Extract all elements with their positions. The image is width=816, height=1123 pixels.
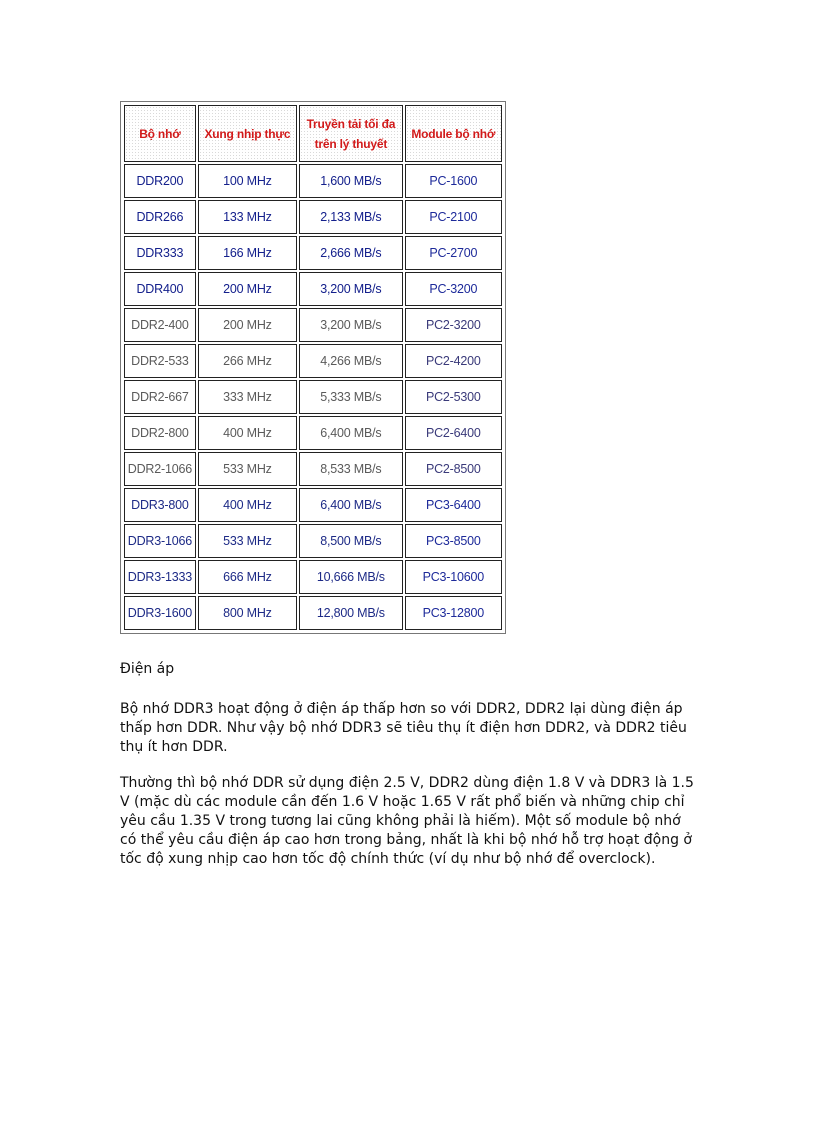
- cell-bandwidth: 6,400 MB/s: [299, 488, 403, 522]
- cell-module: PC-2100: [405, 200, 502, 234]
- table-row: [124, 164, 502, 198]
- memory-spec-table-frame: [120, 101, 506, 634]
- cell-bandwidth: 2,133 MB/s: [299, 200, 403, 234]
- table-row: [124, 344, 502, 378]
- table-row: [124, 452, 502, 486]
- cell-clock: 266 MHz: [198, 344, 297, 378]
- paragraph-2: Thường thì bộ nhớ DDR sử dụng điện 2.5 V, DDR2 dùng điện 1.8 V và DDR3 là 1.5 V (mặc dù các module cần đến 1.6 V hoặc 1.65 V rất phổ biến và những chip chỉ yêu cầu 1.35 V trong tương lai cũng không phải là hiếm). Một số module bộ nhớ có thể yêu cầu điện áp cao hơn trong bảng, nhất là khi bộ nhớ hỗ trợ hoạt động ở tốc độ xung nhịp cao hơn tốc độ chính thức (ví dụ như bộ nhớ để overclock).: [120, 775, 694, 867]
- header-module: Module bộ nhớ: [405, 105, 502, 162]
- cell-bandwidth: 3,200 MB/s: [299, 272, 403, 306]
- cell-clock: 400 MHz: [198, 488, 297, 522]
- cell-module: PC3-12800: [405, 596, 502, 630]
- cell-bandwidth: 6,400 MB/s: [299, 416, 403, 450]
- cell-module: PC2-3200: [405, 308, 502, 342]
- table-row: [124, 416, 502, 450]
- table-row: [124, 200, 502, 234]
- table-row: [124, 308, 502, 342]
- cell-memory: DDR200: [124, 164, 196, 198]
- cell-memory: DDR400: [124, 272, 196, 306]
- cell-clock: 133 MHz: [198, 200, 297, 234]
- cell-bandwidth: 4,266 MB/s: [299, 344, 403, 378]
- cell-memory: DDR2-400: [124, 308, 196, 342]
- paragraph-1: Bộ nhớ DDR3 hoạt động ở điện áp thấp hơn so với DDR2, DDR2 lại dùng điện áp thấp hơn DDR. Như vậy bộ nhớ DDR3 sẽ tiêu thụ ít điện hơn DDR2, và DDR2 tiêu thụ ít hơn DDR.: [120, 701, 687, 755]
- cell-memory: DDR333: [124, 236, 196, 270]
- cell-clock: 166 MHz: [198, 236, 297, 270]
- table-header-row: [124, 105, 502, 162]
- cell-clock: 666 MHz: [198, 560, 297, 594]
- table-row: [124, 272, 502, 306]
- cell-module: PC2-4200: [405, 344, 502, 378]
- cell-module: PC3-6400: [405, 488, 502, 522]
- header-clock: Xung nhịp thực: [198, 105, 297, 162]
- cell-module: PC-1600: [405, 164, 502, 198]
- cell-memory: DDR3-1600: [124, 596, 196, 630]
- cell-clock: 100 MHz: [198, 164, 297, 198]
- cell-clock: 200 MHz: [198, 272, 297, 306]
- table-row: [124, 488, 502, 522]
- cell-bandwidth: 3,200 MB/s: [299, 308, 403, 342]
- header-memory: Bộ nhớ: [124, 105, 196, 162]
- cell-bandwidth: 1,600 MB/s: [299, 164, 403, 198]
- cell-memory: DDR3-800: [124, 488, 196, 522]
- cell-module: PC2-6400: [405, 416, 502, 450]
- cell-bandwidth: 12,800 MB/s: [299, 596, 403, 630]
- cell-bandwidth: 10,666 MB/s: [299, 560, 403, 594]
- cell-clock: 200 MHz: [198, 308, 297, 342]
- cell-memory: DDR2-667: [124, 380, 196, 414]
- cell-memory: DDR3-1333: [124, 560, 196, 594]
- section-heading: Điện áp: [120, 661, 175, 677]
- cell-memory: DDR2-800: [124, 416, 196, 450]
- table-row: [124, 236, 502, 270]
- cell-bandwidth: 8,533 MB/s: [299, 452, 403, 486]
- cell-clock: 800 MHz: [198, 596, 297, 630]
- cell-module: PC3-8500: [405, 524, 502, 558]
- cell-module: PC3-10600: [405, 560, 502, 594]
- table-row: [124, 596, 502, 630]
- table-body: [124, 164, 502, 630]
- cell-bandwidth: 8,500 MB/s: [299, 524, 403, 558]
- header-bandwidth: Truyền tải tối đa trên lý thuyết: [299, 105, 403, 162]
- cell-memory: DDR3-1066: [124, 524, 196, 558]
- memory-spec-table: [122, 103, 504, 632]
- cell-clock: 333 MHz: [198, 380, 297, 414]
- cell-module: PC2-8500: [405, 452, 502, 486]
- table-row: [124, 560, 502, 594]
- cell-memory: DDR2-1066: [124, 452, 196, 486]
- cell-memory: DDR266: [124, 200, 196, 234]
- cell-clock: 400 MHz: [198, 416, 297, 450]
- cell-clock: 533 MHz: [198, 452, 297, 486]
- cell-module: PC-2700: [405, 236, 502, 270]
- cell-memory: DDR2-533: [124, 344, 196, 378]
- cell-bandwidth: 5,333 MB/s: [299, 380, 403, 414]
- cell-clock: 533 MHz: [198, 524, 297, 558]
- cell-bandwidth: 2,666 MB/s: [299, 236, 403, 270]
- cell-module: PC2-5300: [405, 380, 502, 414]
- table-row: [124, 380, 502, 414]
- table-row: [124, 524, 502, 558]
- cell-module: PC-3200: [405, 272, 502, 306]
